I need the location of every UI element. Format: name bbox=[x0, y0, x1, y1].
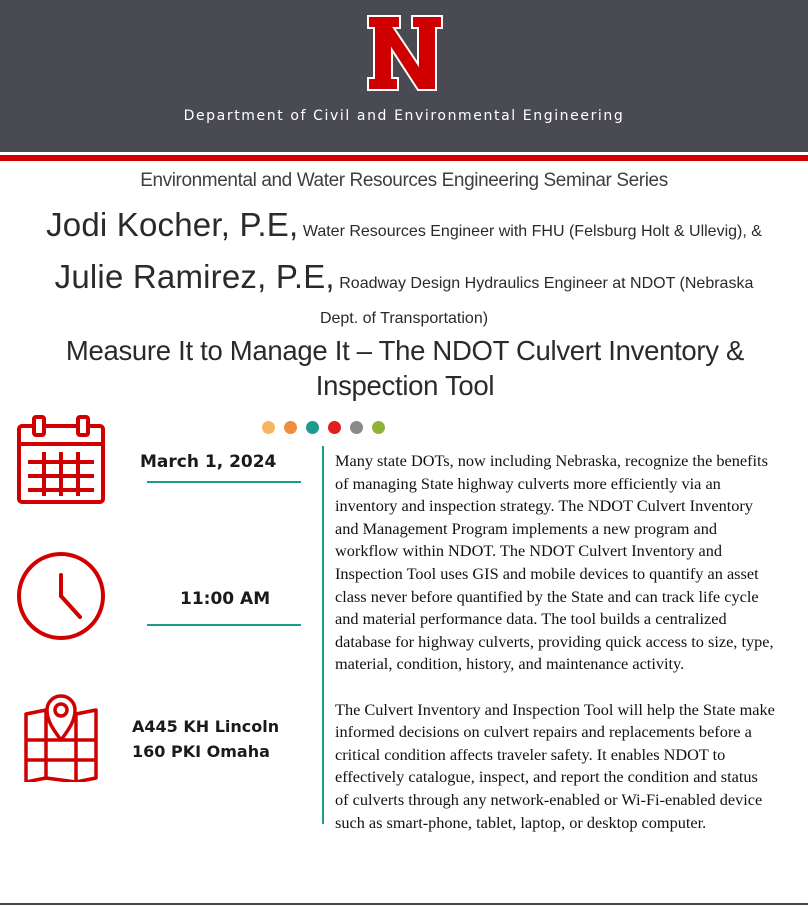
date-rule bbox=[147, 481, 301, 483]
department-name: Department of Civil and Environmental Engineering bbox=[183, 108, 625, 124]
dot-3 bbox=[306, 421, 319, 434]
title-line-2: Inspection Tool bbox=[315, 370, 495, 401]
red-divider bbox=[0, 155, 808, 161]
event-location bbox=[132, 714, 279, 764]
title-line-1: Measure It to Manage It – The NDOT Culvert Inventory & bbox=[65, 335, 745, 366]
map-pin-icon bbox=[22, 690, 100, 782]
speaker-2 bbox=[0, 258, 808, 296]
bottom-border bbox=[0, 903, 808, 905]
clock-icon bbox=[16, 551, 106, 641]
dot-5 bbox=[350, 421, 363, 434]
speaker-2-role-cont: Dept. of Transportation) bbox=[319, 310, 489, 327]
seminar-title bbox=[20, 333, 790, 403]
dot-6 bbox=[372, 421, 385, 434]
header-banner bbox=[0, 0, 808, 152]
calendar-icon bbox=[16, 414, 106, 506]
event-time: 11:00 AM bbox=[180, 589, 271, 609]
seminar-description bbox=[335, 450, 775, 834]
speaker-1-role: Water Resources Engineer with FHU (Felsburg Holt & Ullevig), & bbox=[302, 223, 762, 240]
description-paragraph-1: Many state DOTs, now including Nebraska, recognize the benefits of managing State highway culverts more efficiently via an inventory and inspection strategy. The NDOT Culvert Inventory and Management Program implements a new program and workflow within NDOT. The NDOT Culvert Inventory and Inspection Tool uses GIS and mobile devices to quantify an asset class never before quantified by the State and can track life cycle and material performance data. The tool builds a centralized database for highway culverts, providing quick access to size, type, material, condition, history, and maintenance activity. bbox=[335, 451, 774, 674]
dot-2 bbox=[284, 421, 297, 434]
location-line-2: 160 PKI Omaha bbox=[132, 742, 270, 761]
seminar-series: Environmental and Water Resources Engineering Seminar Series bbox=[140, 170, 668, 191]
dot-4 bbox=[328, 421, 341, 434]
location-line-1: A445 KH Lincoln bbox=[132, 717, 280, 736]
nebraska-n-logo-icon bbox=[366, 14, 444, 92]
event-date: March 1, 2024 bbox=[140, 452, 277, 472]
dot-1 bbox=[262, 421, 275, 434]
vertical-divider bbox=[322, 446, 324, 824]
time-rule bbox=[147, 624, 301, 626]
speaker-1-name: Jodi Kocher, P.E, bbox=[46, 206, 299, 243]
speaker-2-role: Roadway Design Hydraulics Engineer at NDOT (Nebraska bbox=[339, 275, 754, 292]
description-paragraph-2: The Culvert Inventory and Inspection Tool will help the State make informed decisions on culvert repairs and replacements before a critical condition affects traveler safety. It enables NDOT to effectively catalogue, inspect, and report the condition and status of culverts through any network-enabled or Wi-Fi-enabled device such as smart-phone, tablet, laptop, or desktop computer. bbox=[335, 699, 775, 832]
speaker-1 bbox=[0, 206, 808, 244]
speaker-2-name: Julie Ramirez, P.E, bbox=[54, 258, 335, 295]
